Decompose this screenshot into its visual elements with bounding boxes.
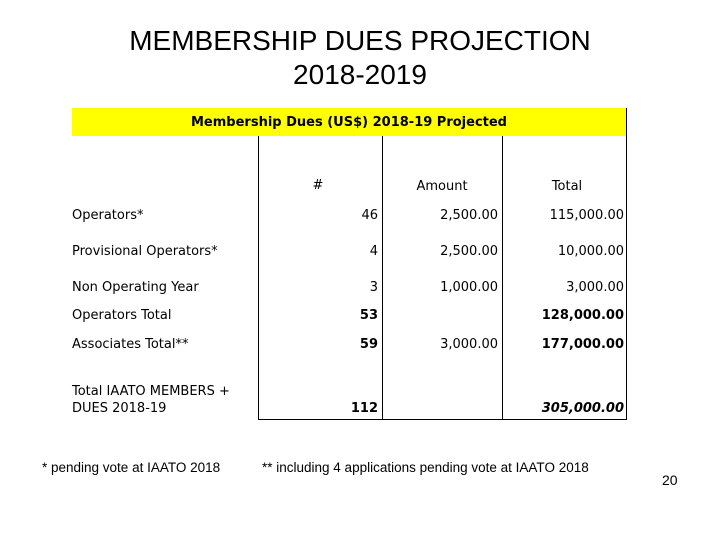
footnote-left: * pending vote at IAATO 2018: [42, 460, 221, 475]
footnote-right: ** including 4 applications pending vote at IAATO 2018: [262, 460, 589, 475]
table-bottom-border: [258, 419, 626, 420]
title-line-2: 2018-2019: [293, 59, 427, 90]
row-label: Associates Total**: [72, 337, 189, 352]
row-amount: 2,500.00: [440, 208, 498, 223]
row-count: 46: [361, 208, 378, 223]
row-label: Operators*: [72, 208, 144, 223]
row-total: 10,000.00: [557, 244, 624, 259]
row-total: 115,000.00: [549, 208, 624, 223]
divider-label-count: [258, 136, 259, 420]
page-title: [60, 24, 660, 92]
row-label: Non Operating Year: [72, 280, 199, 295]
row-label: Operators Total: [72, 308, 172, 323]
row-count: 53: [359, 308, 378, 323]
divider-amount-total: [502, 136, 503, 420]
membership-dues-table: [72, 108, 626, 420]
header-total: Total: [551, 179, 583, 194]
grand-total-label-line-1: Total IAATO MEMBERS +: [72, 384, 230, 399]
table-right-border: [626, 136, 627, 420]
grand-total-amount: 305,000.00: [541, 401, 624, 416]
row-total: 128,000.00: [541, 308, 624, 323]
grand-total-label-line-2: DUES 2018-19: [72, 401, 167, 416]
row-amount: 3,000.00: [440, 337, 498, 352]
header-count: #: [312, 178, 324, 193]
row-amount: 1,000.00: [440, 280, 498, 295]
row-count: 3: [369, 280, 378, 295]
row-amount: 2,500.00: [440, 244, 498, 259]
row-total: 177,000.00: [541, 337, 624, 352]
divider-count-amount: [382, 136, 383, 420]
title-line-1: MEMBERSHIP DUES PROJECTION: [129, 25, 591, 56]
row-count: 59: [359, 337, 378, 352]
table-banner: Membership Dues (US$) 2018-19 Projected: [72, 108, 627, 136]
page-number: 20: [662, 472, 678, 488]
grand-total-count: 112: [350, 401, 378, 416]
header-amount: Amount: [416, 179, 468, 194]
row-label: Provisional Operators*: [72, 244, 218, 259]
row-count: 4: [369, 244, 378, 259]
row-total: 3,000.00: [566, 280, 624, 295]
